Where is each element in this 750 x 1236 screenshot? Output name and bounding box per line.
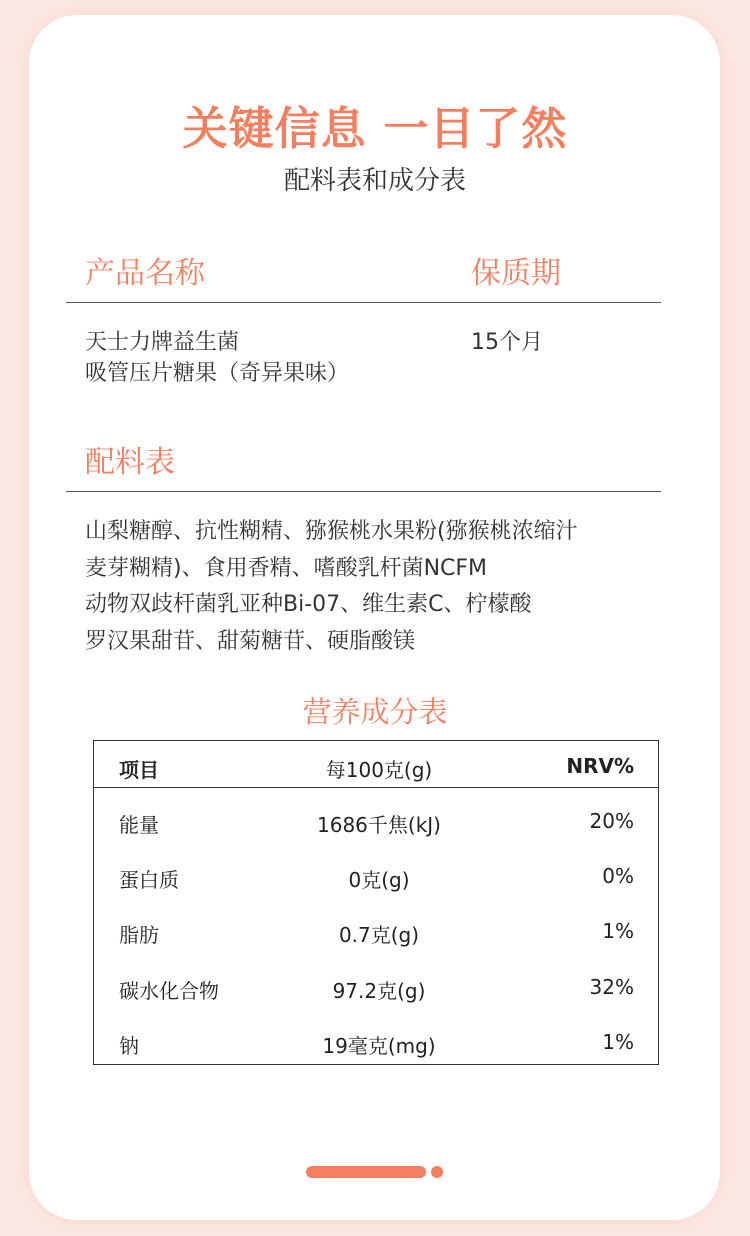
- row-item: 蛋白质: [119, 868, 179, 892]
- row-nrv: 0%: [602, 864, 634, 888]
- divider: [66, 491, 661, 492]
- page-subtitle: 配料表和成分表: [283, 166, 466, 196]
- page-indicator-dot: [431, 1166, 443, 1178]
- shelf-life-value: 15个月: [471, 330, 543, 355]
- product-name-line2: 吸管压片糖果（奇异果味）: [85, 361, 350, 386]
- column-header-amount: 每100克(g): [325, 758, 433, 782]
- ingredients-line: 麦芽糊精)、食用香精、嗜酸乳杆菌NCFM: [85, 555, 488, 581]
- row-amount: 0.7克(g): [338, 923, 420, 947]
- product-name-heading: 产品名称: [85, 256, 205, 291]
- row-nrv: 1%: [602, 919, 634, 943]
- row-nrv: 32%: [589, 975, 634, 999]
- nutrition-table: [93, 740, 659, 1065]
- ingredients-line: 山梨糖醇、抗性糊精、猕猴桃水果粉(猕猴桃浓缩汁: [85, 519, 578, 544]
- table-header: [94, 741, 658, 788]
- row-item: 钠: [119, 1034, 139, 1058]
- row-item: 脂肪: [119, 923, 159, 947]
- row-item: 能量: [119, 813, 159, 837]
- row-amount: 19毫克(mg): [322, 1034, 436, 1058]
- row-nrv: 20%: [589, 809, 634, 833]
- ingredients-line: 动物双歧杆菌乳亚种Bi-07、维生素C、柠檬酸: [85, 592, 532, 617]
- ingredients-list: [85, 514, 578, 660]
- row-amount: 0克(g): [348, 868, 410, 892]
- column-header-item: 项目: [119, 758, 159, 782]
- page-title: 关键信息 一目了然: [182, 102, 568, 155]
- page-indicator-active: [306, 1166, 426, 1178]
- row-nrv: 1%: [602, 1030, 634, 1054]
- shelf-life-heading: 保质期: [471, 256, 561, 291]
- ingredients-heading: 配料表: [85, 445, 175, 480]
- row-amount: 97.2克(g): [332, 979, 426, 1003]
- nutrition-heading: 营养成分表: [302, 695, 448, 729]
- ingredients-line: 罗汉果甜苷、甜菊糖苷、硬脂酸镁: [85, 628, 416, 654]
- product-name-line1: 天士力牌益生菌: [85, 330, 240, 355]
- divider: [66, 302, 661, 303]
- column-header-nrv: NRV%: [566, 754, 634, 778]
- row-amount: 1686千焦(kJ): [317, 813, 441, 837]
- row-item: 碳水化合物: [119, 979, 219, 1003]
